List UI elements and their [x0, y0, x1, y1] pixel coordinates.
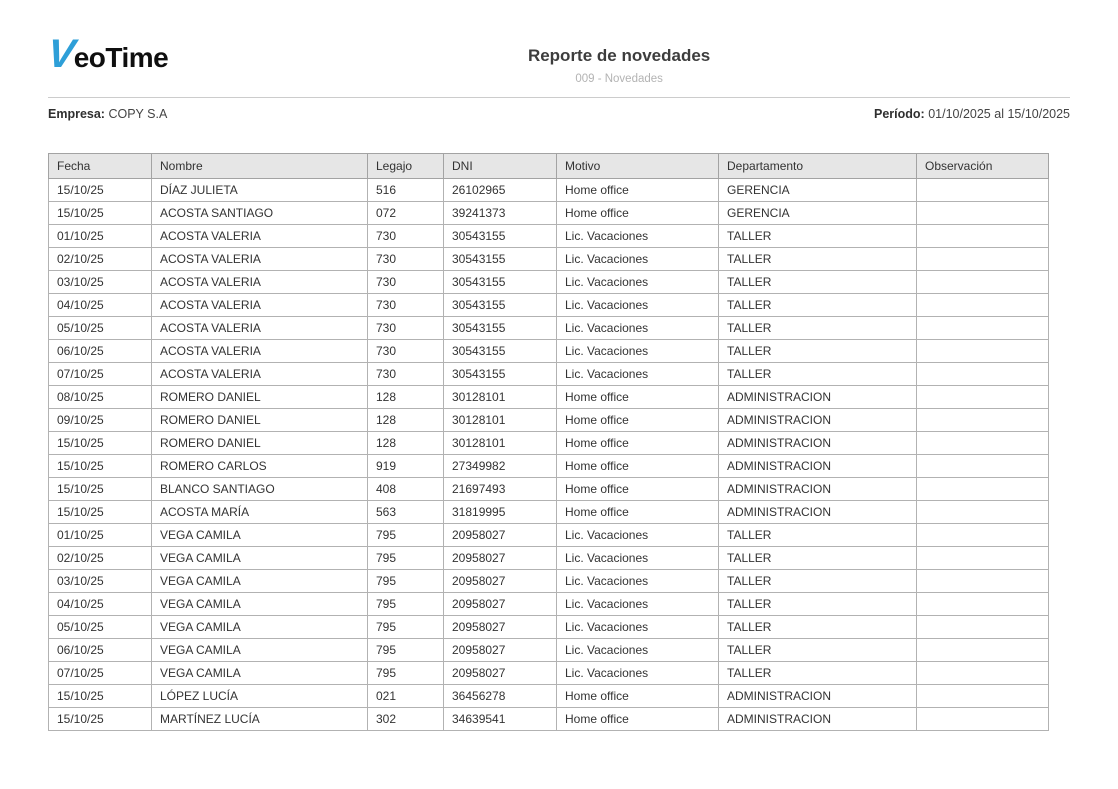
cell-legajo: 128 — [368, 386, 444, 409]
cell-nombre: ACOSTA MARÍA — [152, 501, 368, 524]
cell-motivo: Home office — [557, 409, 719, 432]
cell-dni: 30543155 — [444, 363, 557, 386]
cell-departamento: TALLER — [719, 524, 917, 547]
table-row — [49, 248, 1049, 271]
cell-dni: 30128101 — [444, 432, 557, 455]
cell-departamento: GERENCIA — [719, 202, 917, 225]
cell-observacion — [917, 294, 1049, 317]
cell-dni: 20958027 — [444, 524, 557, 547]
cell-nombre: VEGA CAMILA — [152, 616, 368, 639]
cell-dni: 20958027 — [444, 616, 557, 639]
cell-dni: 26102965 — [444, 179, 557, 202]
cell-departamento: TALLER — [719, 547, 917, 570]
cell-motivo: Lic. Vacaciones — [557, 593, 719, 616]
cell-motivo: Home office — [557, 386, 719, 409]
cell-nombre: VEGA CAMILA — [152, 570, 368, 593]
table-row — [49, 294, 1049, 317]
table-row — [49, 524, 1049, 547]
table-row — [49, 708, 1049, 731]
table-row — [49, 662, 1049, 685]
cell-dni: 30543155 — [444, 317, 557, 340]
cell-dni: 30543155 — [444, 225, 557, 248]
report-header — [45, 0, 1070, 85]
cell-fecha: 15/10/25 — [49, 202, 152, 225]
cell-legajo: 563 — [368, 501, 444, 524]
cell-legajo: 795 — [368, 547, 444, 570]
cell-dni: 20958027 — [444, 547, 557, 570]
novedades-table — [48, 153, 1049, 731]
cell-legajo: 730 — [368, 271, 444, 294]
cell-nombre: VEGA CAMILA — [152, 547, 368, 570]
cell-observacion — [917, 202, 1049, 225]
cell-legajo: 021 — [368, 685, 444, 708]
cell-observacion — [917, 363, 1049, 386]
column-header-dni: DNI — [444, 154, 557, 179]
cell-motivo: Lic. Vacaciones — [557, 547, 719, 570]
cell-nombre: ACOSTA VALERIA — [152, 248, 368, 271]
cell-nombre: VEGA CAMILA — [152, 662, 368, 685]
cell-nombre: ACOSTA VALERIA — [152, 225, 368, 248]
cell-departamento: TALLER — [719, 639, 917, 662]
cell-nombre: ACOSTA SANTIAGO — [152, 202, 368, 225]
cell-observacion — [917, 179, 1049, 202]
table-row — [49, 478, 1049, 501]
cell-departamento: ADMINISTRACION — [719, 685, 917, 708]
table-row — [49, 271, 1049, 294]
cell-fecha: 15/10/25 — [49, 432, 152, 455]
table-row — [49, 363, 1049, 386]
cell-departamento: TALLER — [719, 248, 917, 271]
cell-nombre: LÓPEZ LUCÍA — [152, 685, 368, 708]
cell-legajo: 730 — [368, 294, 444, 317]
cell-fecha: 02/10/25 — [49, 547, 152, 570]
logo-v-icon: V — [45, 32, 75, 76]
cell-departamento: ADMINISTRACION — [719, 409, 917, 432]
cell-observacion — [917, 547, 1049, 570]
cell-nombre: DÍAZ JULIETA — [152, 179, 368, 202]
cell-observacion — [917, 409, 1049, 432]
cell-motivo: Lic. Vacaciones — [557, 294, 719, 317]
logo-text: eoTime — [73, 42, 169, 73]
cell-motivo: Home office — [557, 202, 719, 225]
page-title: Reporte de novedades — [527, 46, 711, 65]
cell-dni: 20958027 — [444, 639, 557, 662]
veotime-logo — [45, 32, 169, 81]
cell-observacion — [917, 478, 1049, 501]
cell-motivo: Lic. Vacaciones — [557, 570, 719, 593]
cell-observacion — [917, 708, 1049, 731]
cell-motivo: Lic. Vacaciones — [557, 340, 719, 363]
cell-motivo: Home office — [557, 455, 719, 478]
empresa-label: Empresa: — [48, 107, 105, 121]
cell-observacion — [917, 662, 1049, 685]
cell-fecha: 15/10/25 — [49, 685, 152, 708]
periodo-value: 01/10/2025 al 15/10/2025 — [928, 107, 1070, 121]
cell-fecha: 03/10/25 — [49, 271, 152, 294]
cell-nombre: ROMERO DANIEL — [152, 432, 368, 455]
cell-fecha: 15/10/25 — [49, 179, 152, 202]
table-header — [49, 154, 1049, 179]
cell-dni: 21697493 — [444, 478, 557, 501]
cell-fecha: 01/10/25 — [49, 225, 152, 248]
cell-motivo: Home office — [557, 478, 719, 501]
cell-legajo: 128 — [368, 409, 444, 432]
cell-legajo: 730 — [368, 363, 444, 386]
cell-legajo: 072 — [368, 202, 444, 225]
cell-observacion — [917, 501, 1049, 524]
cell-nombre: ACOSTA VALERIA — [152, 271, 368, 294]
cell-nombre: VEGA CAMILA — [152, 639, 368, 662]
table-row — [49, 616, 1049, 639]
cell-nombre: ACOSTA VALERIA — [152, 340, 368, 363]
cell-fecha: 06/10/25 — [49, 639, 152, 662]
cell-nombre: ROMERO DANIEL — [152, 386, 368, 409]
cell-observacion — [917, 685, 1049, 708]
cell-observacion — [917, 317, 1049, 340]
cell-departamento: GERENCIA — [719, 179, 917, 202]
cell-departamento: ADMINISTRACION — [719, 478, 917, 501]
cell-legajo: 408 — [368, 478, 444, 501]
cell-dni: 20958027 — [444, 593, 557, 616]
cell-motivo: Home office — [557, 179, 719, 202]
table-row — [49, 317, 1049, 340]
periodo-label: Período: — [874, 107, 925, 121]
table-row — [49, 501, 1049, 524]
cell-observacion — [917, 639, 1049, 662]
cell-motivo: Home office — [557, 501, 719, 524]
table-row — [49, 409, 1049, 432]
table-row — [49, 432, 1049, 455]
cell-nombre: ACOSTA VALERIA — [152, 363, 368, 386]
cell-fecha: 02/10/25 — [49, 248, 152, 271]
cell-observacion — [917, 340, 1049, 363]
column-header-motivo: Motivo — [557, 154, 719, 179]
cell-motivo: Lic. Vacaciones — [557, 524, 719, 547]
table-header-row — [49, 154, 1049, 179]
page-subtitle: 009 - Novedades — [575, 73, 663, 85]
cell-observacion — [917, 616, 1049, 639]
cell-departamento: TALLER — [719, 616, 917, 639]
cell-departamento: TALLER — [719, 570, 917, 593]
cell-legajo: 795 — [368, 593, 444, 616]
cell-nombre: ACOSTA VALERIA — [152, 317, 368, 340]
cell-motivo: Home office — [557, 685, 719, 708]
cell-fecha: 07/10/25 — [49, 662, 152, 685]
cell-departamento: TALLER — [719, 340, 917, 363]
cell-dni: 30543155 — [444, 340, 557, 363]
cell-departamento: TALLER — [719, 662, 917, 685]
cell-dni: 20958027 — [444, 662, 557, 685]
cell-fecha: 03/10/25 — [49, 570, 152, 593]
cell-legajo: 128 — [368, 432, 444, 455]
cell-nombre: VEGA CAMILA — [152, 593, 368, 616]
cell-departamento: TALLER — [719, 225, 917, 248]
cell-motivo: Lic. Vacaciones — [557, 662, 719, 685]
cell-fecha: 07/10/25 — [49, 363, 152, 386]
cell-legajo: 302 — [368, 708, 444, 731]
cell-legajo: 795 — [368, 524, 444, 547]
table-row — [49, 685, 1049, 708]
cell-departamento: TALLER — [719, 363, 917, 386]
cell-fecha: 01/10/25 — [49, 524, 152, 547]
cell-dni: 30543155 — [444, 248, 557, 271]
cell-departamento: TALLER — [719, 271, 917, 294]
table-row — [49, 179, 1049, 202]
cell-fecha: 15/10/25 — [49, 501, 152, 524]
cell-departamento: TALLER — [719, 294, 917, 317]
cell-legajo: 795 — [368, 616, 444, 639]
table-row — [49, 547, 1049, 570]
cell-observacion — [917, 570, 1049, 593]
cell-dni: 36456278 — [444, 685, 557, 708]
cell-motivo: Lic. Vacaciones — [557, 317, 719, 340]
cell-dni: 39241373 — [444, 202, 557, 225]
cell-observacion — [917, 271, 1049, 294]
table-row — [49, 593, 1049, 616]
cell-dni: 31819995 — [444, 501, 557, 524]
cell-legajo: 730 — [368, 225, 444, 248]
cell-fecha: 15/10/25 — [49, 478, 152, 501]
cell-departamento: TALLER — [719, 317, 917, 340]
cell-motivo: Lic. Vacaciones — [557, 616, 719, 639]
cell-observacion — [917, 593, 1049, 616]
cell-departamento: ADMINISTRACION — [719, 386, 917, 409]
cell-nombre: BLANCO SANTIAGO — [152, 478, 368, 501]
cell-legajo: 795 — [368, 662, 444, 685]
header-divider — [48, 97, 1070, 98]
cell-dni: 30128101 — [444, 409, 557, 432]
cell-legajo: 516 — [368, 179, 444, 202]
table-row — [49, 455, 1049, 478]
cell-departamento: TALLER — [719, 593, 917, 616]
title-block — [168, 36, 1070, 85]
cell-legajo: 730 — [368, 340, 444, 363]
cell-fecha: 08/10/25 — [49, 386, 152, 409]
cell-observacion — [917, 386, 1049, 409]
cell-motivo: Lic. Vacaciones — [557, 225, 719, 248]
cell-observacion — [917, 432, 1049, 455]
empresa-value: COPY S.A — [108, 107, 168, 121]
cell-departamento: ADMINISTRACION — [719, 432, 917, 455]
cell-motivo: Home office — [557, 432, 719, 455]
column-header-observacion: Observación — [917, 154, 1049, 179]
empresa-field — [48, 107, 167, 121]
cell-fecha: 04/10/25 — [49, 593, 152, 616]
table-row — [49, 225, 1049, 248]
cell-dni: 27349982 — [444, 455, 557, 478]
meta-row — [48, 107, 1070, 121]
cell-dni: 20958027 — [444, 570, 557, 593]
cell-departamento: ADMINISTRACION — [719, 501, 917, 524]
cell-dni: 30543155 — [444, 294, 557, 317]
cell-dni: 34639541 — [444, 708, 557, 731]
cell-dni: 30543155 — [444, 271, 557, 294]
cell-observacion — [917, 248, 1049, 271]
cell-nombre: ROMERO DANIEL — [152, 409, 368, 432]
cell-legajo: 795 — [368, 639, 444, 662]
cell-motivo: Home office — [557, 708, 719, 731]
cell-dni: 30128101 — [444, 386, 557, 409]
cell-fecha: 15/10/25 — [49, 708, 152, 731]
periodo-field — [874, 107, 1070, 121]
cell-motivo: Lic. Vacaciones — [557, 248, 719, 271]
cell-fecha: 05/10/25 — [49, 616, 152, 639]
column-header-nombre: Nombre — [152, 154, 368, 179]
cell-legajo: 730 — [368, 317, 444, 340]
cell-departamento: ADMINISTRACION — [719, 455, 917, 478]
report-table-body — [49, 179, 1049, 731]
column-header-legajo: Legajo — [368, 154, 444, 179]
cell-nombre: ACOSTA VALERIA — [152, 294, 368, 317]
cell-legajo: 795 — [368, 570, 444, 593]
cell-nombre: MARTÍNEZ LUCÍA — [152, 708, 368, 731]
cell-observacion — [917, 524, 1049, 547]
cell-fecha: 05/10/25 — [49, 317, 152, 340]
cell-legajo: 919 — [368, 455, 444, 478]
table-row — [49, 340, 1049, 363]
cell-observacion — [917, 455, 1049, 478]
cell-nombre: VEGA CAMILA — [152, 524, 368, 547]
cell-fecha: 06/10/25 — [49, 340, 152, 363]
cell-motivo: Lic. Vacaciones — [557, 363, 719, 386]
cell-legajo: 730 — [368, 248, 444, 271]
cell-fecha: 09/10/25 — [49, 409, 152, 432]
cell-nombre: ROMERO CARLOS — [152, 455, 368, 478]
cell-fecha: 04/10/25 — [49, 294, 152, 317]
table-row — [49, 639, 1049, 662]
cell-observacion — [917, 225, 1049, 248]
table-row — [49, 386, 1049, 409]
cell-fecha: 15/10/25 — [49, 455, 152, 478]
cell-motivo: Lic. Vacaciones — [557, 271, 719, 294]
column-header-fecha: Fecha — [49, 154, 152, 179]
column-header-departamento: Departamento — [719, 154, 917, 179]
cell-motivo: Lic. Vacaciones — [557, 639, 719, 662]
cell-departamento: ADMINISTRACION — [719, 708, 917, 731]
table-row — [49, 202, 1049, 225]
table-row — [49, 570, 1049, 593]
